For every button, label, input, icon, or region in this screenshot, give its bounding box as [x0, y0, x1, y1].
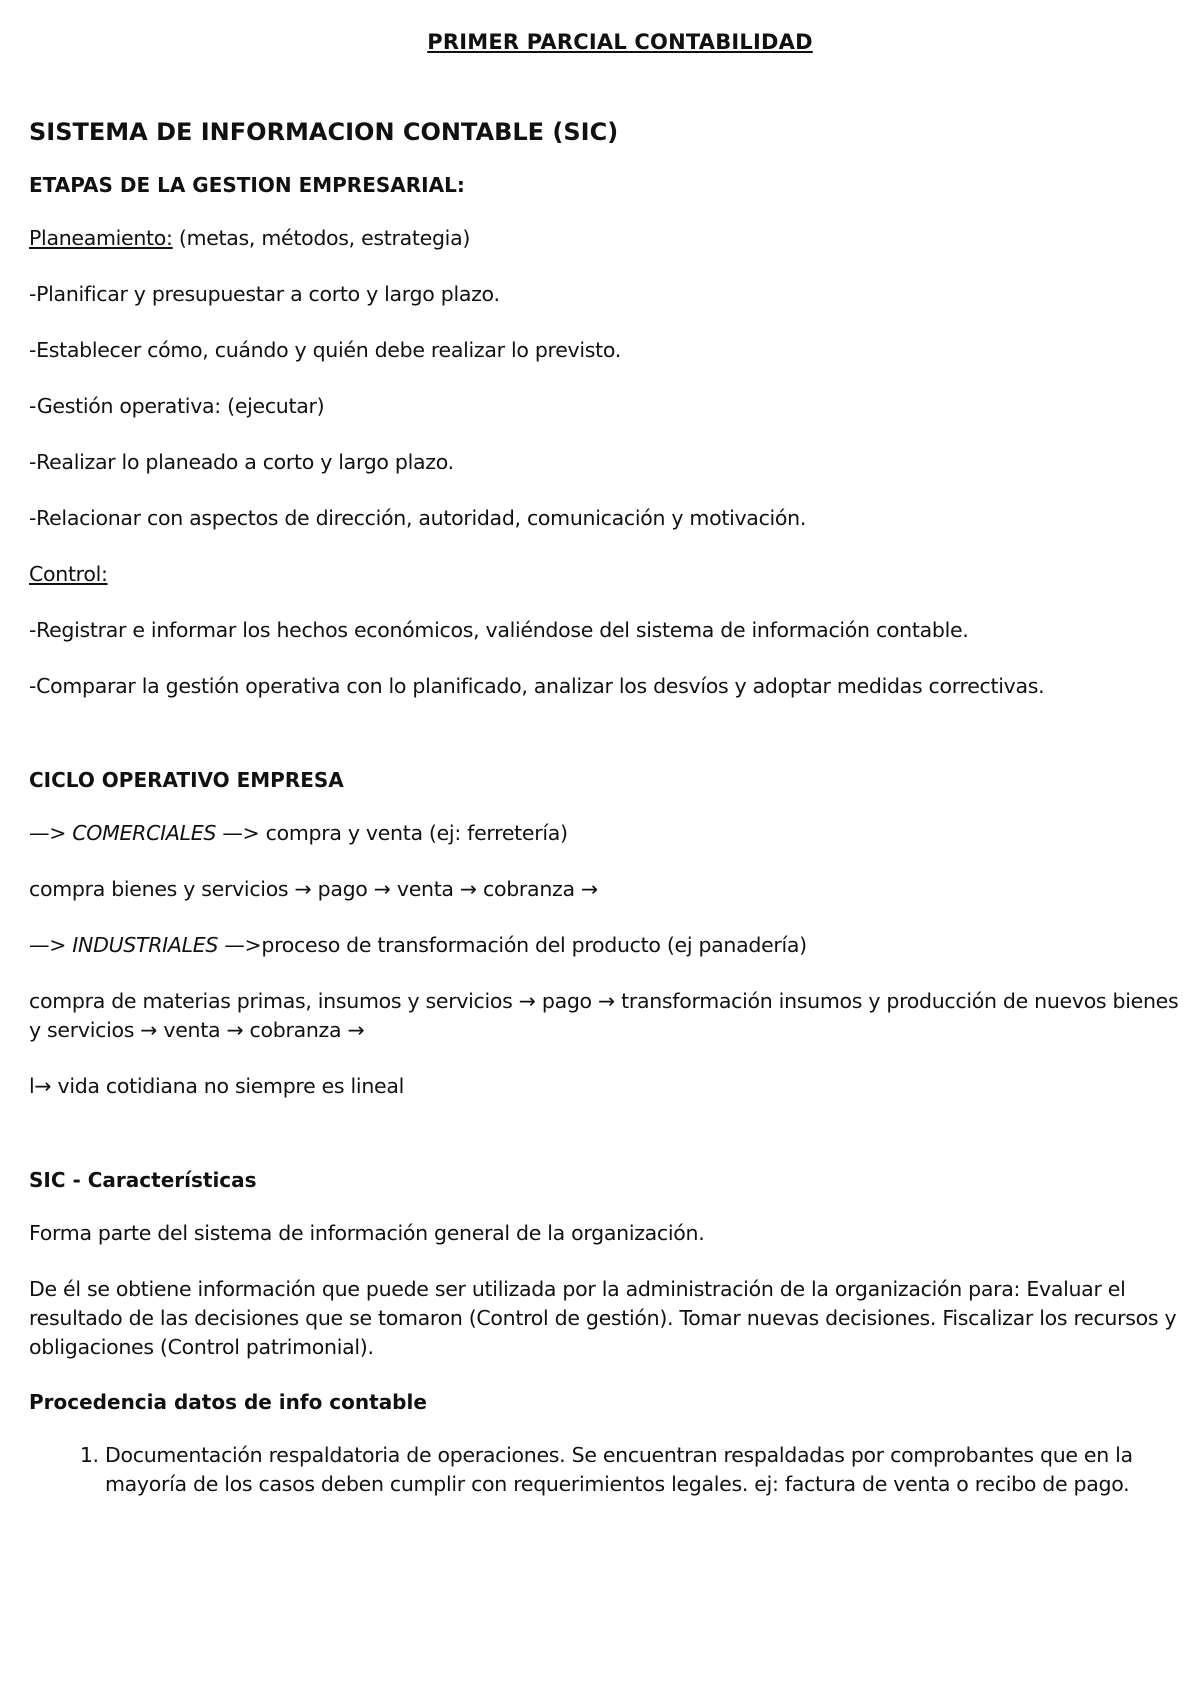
- note-paragraph: l→ vida cotidiana no siempre es lineal: [29, 1074, 404, 1098]
- list-item: 1. Documentación respaldatoria de operaciones. Se encuentran respaldadas por comprobantes que en la mayoría de los casos deben cumplir con requerimientos legales. ej: factura de venta o recibo de pago.: [105, 1441, 1189, 1499]
- procedencia-list: [29, 1441, 1189, 1499]
- section-heading-caracteristicas: SIC - Características: [29, 1168, 257, 1192]
- document-body: [29, 116, 1189, 1499]
- industriales-text: —>proceso de transformación del producto (ej panadería): [218, 933, 807, 957]
- arrow-prefix: —>: [29, 821, 73, 845]
- list-item: -Planificar y presupuestar a corto y largo plazo.: [29, 282, 500, 306]
- section-heading-ciclo: CICLO OPERATIVO EMPRESA: [29, 768, 344, 792]
- comerciales-text: —> compra y venta (ej: ferretería): [216, 821, 568, 845]
- list-item: -Registrar e informar los hechos económicos, valiéndose del sistema de información contable.: [29, 618, 969, 642]
- list-item: -Gestión operativa: (ejecutar): [29, 394, 325, 418]
- main-heading: SISTEMA DE INFORMACION CONTABLE (SIC): [29, 118, 619, 146]
- industriales-flow: compra de materias primas, insumos y servicios → pago → transformación insumos y producción de nuevos bienes y servicios → venta → cobranza →: [29, 989, 1179, 1042]
- comerciales-label: COMERCIALES: [72, 821, 217, 845]
- comerciales-flow: compra bienes y servicios → pago → venta → cobranza →: [29, 877, 598, 901]
- list-item: -Relacionar con aspectos de dirección, autoridad, comunicación y motivación.: [29, 506, 807, 530]
- list-item: -Realizar lo planeado a corto y largo plazo.: [29, 450, 454, 474]
- comerciales-paragraph: [29, 819, 1189, 848]
- planeamiento-text: (metas, métodos, estrategia): [172, 226, 471, 250]
- industriales-paragraph: [29, 931, 1189, 960]
- control-label: Control:: [29, 562, 108, 586]
- industriales-label: INDUSTRIALES: [72, 933, 219, 957]
- section-heading-procedencia: Procedencia datos de info contable: [29, 1390, 427, 1414]
- section-heading-etapas: ETAPAS DE LA GESTION EMPRESARIAL:: [29, 173, 465, 197]
- document-title: PRIMER PARCIAL CONTABILIDAD: [427, 30, 813, 54]
- paragraph: Forma parte del sistema de información general de la organización.: [29, 1221, 705, 1245]
- list-item: -Comparar la gestión operativa con lo planificado, analizar los desvíos y adoptar medidas correctivas.: [29, 674, 1045, 698]
- arrow-prefix: —>: [29, 933, 73, 957]
- planeamiento-label: Planeamiento:: [29, 226, 173, 250]
- list-item: -Establecer cómo, cuándo y quién debe realizar lo previsto.: [29, 338, 621, 362]
- paragraph: De él se obtiene información que puede ser utilizada por la administración de la organización para: Evaluar el resultado de las decisiones que se tomaron (Control de gestión). Tomar nuevas decisiones. Fiscalizar los recursos y obligaciones (Control patrimonial).: [29, 1277, 1177, 1359]
- control-paragraph: [29, 560, 1189, 589]
- planeamiento-paragraph: [29, 224, 1189, 253]
